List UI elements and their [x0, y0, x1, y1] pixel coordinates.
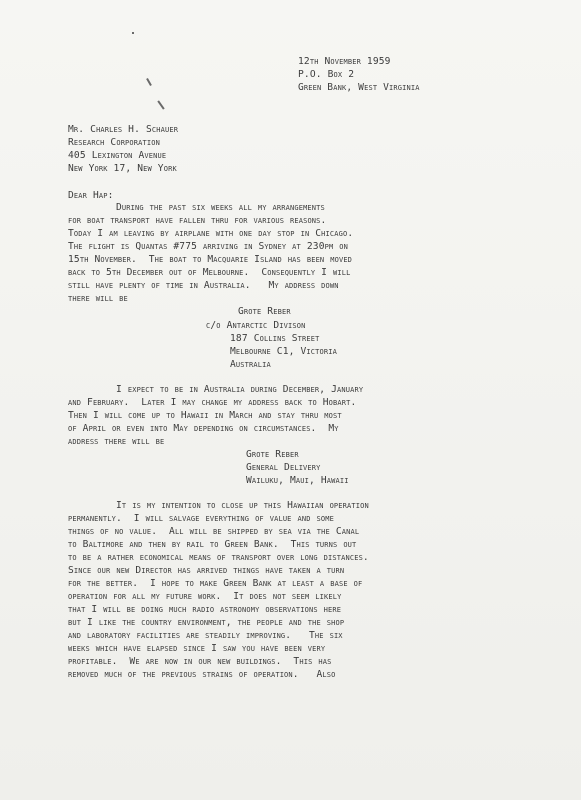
pencil-mark [146, 78, 152, 86]
para3-line: profitable. We are now in our new buildings. This has [68, 656, 332, 667]
para3-line: permanently. I will salvage everything of value and some [68, 513, 334, 524]
para3-line: and laboratory facilities are steadily improving. The six [68, 630, 343, 641]
para3-line: Since our new Director has arrived things have taken a turn [68, 565, 345, 576]
para2-line: I expect to be in Australia during December, January [116, 384, 364, 395]
para1-line: still have plenty of time in Australia. My address down [68, 280, 339, 291]
para1-line: for boat transport have fallen thru for various reasons. [68, 215, 327, 226]
para3-line: but I like the country environment, the people and the shop [68, 617, 345, 628]
recipient-city: New York 17, New York [68, 163, 177, 174]
address1-line: Australia [230, 359, 271, 370]
pencil-mark [132, 32, 134, 34]
letter-date: 12th November 1959 [298, 56, 391, 67]
para3-line: operation for all my future work. It does not seem likely [68, 591, 342, 602]
address2-line: Grote Reber [246, 449, 299, 460]
para1-line: 15th November. The boat to Macquarie Island has been moved [68, 254, 353, 265]
letter-po-box: P.O. Box 2 [298, 69, 355, 80]
address1-line: Melbourne C1, Victoria [230, 346, 337, 357]
letter-place: Green Bank, West Virginia [298, 82, 420, 93]
para2-line: Then I will come up to Hawaii in March and stay thru most [68, 410, 342, 421]
para3-line: things of no value. All will be shipped by sea via the Canal [68, 526, 360, 537]
para1-line: The flight is Quantas #775 arriving in Sydney at 230pm on [68, 241, 348, 252]
pencil-mark [157, 100, 164, 109]
para3-line: removed much of the previous strains of operation. Also [68, 669, 336, 680]
para2-line: and February. Later I may change my address back to Hobart. [68, 397, 357, 408]
recipient-name: Mr. Charles H. Schauer [68, 124, 179, 135]
recipient-org: Research Corporation [68, 137, 160, 148]
para3-line: to be a rather economical means of transport over long distances. [68, 552, 369, 563]
para3-line: weeks which have elapsed since I saw you have been very [68, 643, 326, 654]
address1-line: c/o Antarctic Divison [206, 320, 306, 331]
address2-line: General Delivery [246, 462, 321, 473]
salutation: Dear Hap: [68, 190, 114, 201]
recipient-street: 405 Lexington Avenue [68, 150, 167, 161]
para1-line: back to 5th December out of Melbourne. Consequently I will [68, 267, 351, 278]
para1-line: During the past six weeks all my arrangements [116, 202, 325, 213]
para2-line: address there will be [68, 436, 165, 447]
address1-line: 187 Collins Street [230, 333, 320, 344]
para2-line: of April or even into May depending on circumstances. My [68, 423, 339, 434]
para3-line: to Baltimore and then by rail to Green Bank. This turns out [68, 539, 357, 550]
address1-line: Grote Reber [238, 306, 291, 317]
address2-line: Wailuku, Maui, Hawaii [246, 475, 349, 486]
para3-line: for the better. I hope to make Green Bank at least a base of [68, 578, 363, 589]
para3-line: that I will be doing much radio astronomy observations here [68, 604, 342, 615]
para1-line: there will be [68, 293, 128, 304]
para3-line: It is my intention to close up this Hawaiian operation [116, 500, 369, 511]
para1-line: Today I am leaving by airplane with one day stop in Chicago. [68, 228, 354, 239]
